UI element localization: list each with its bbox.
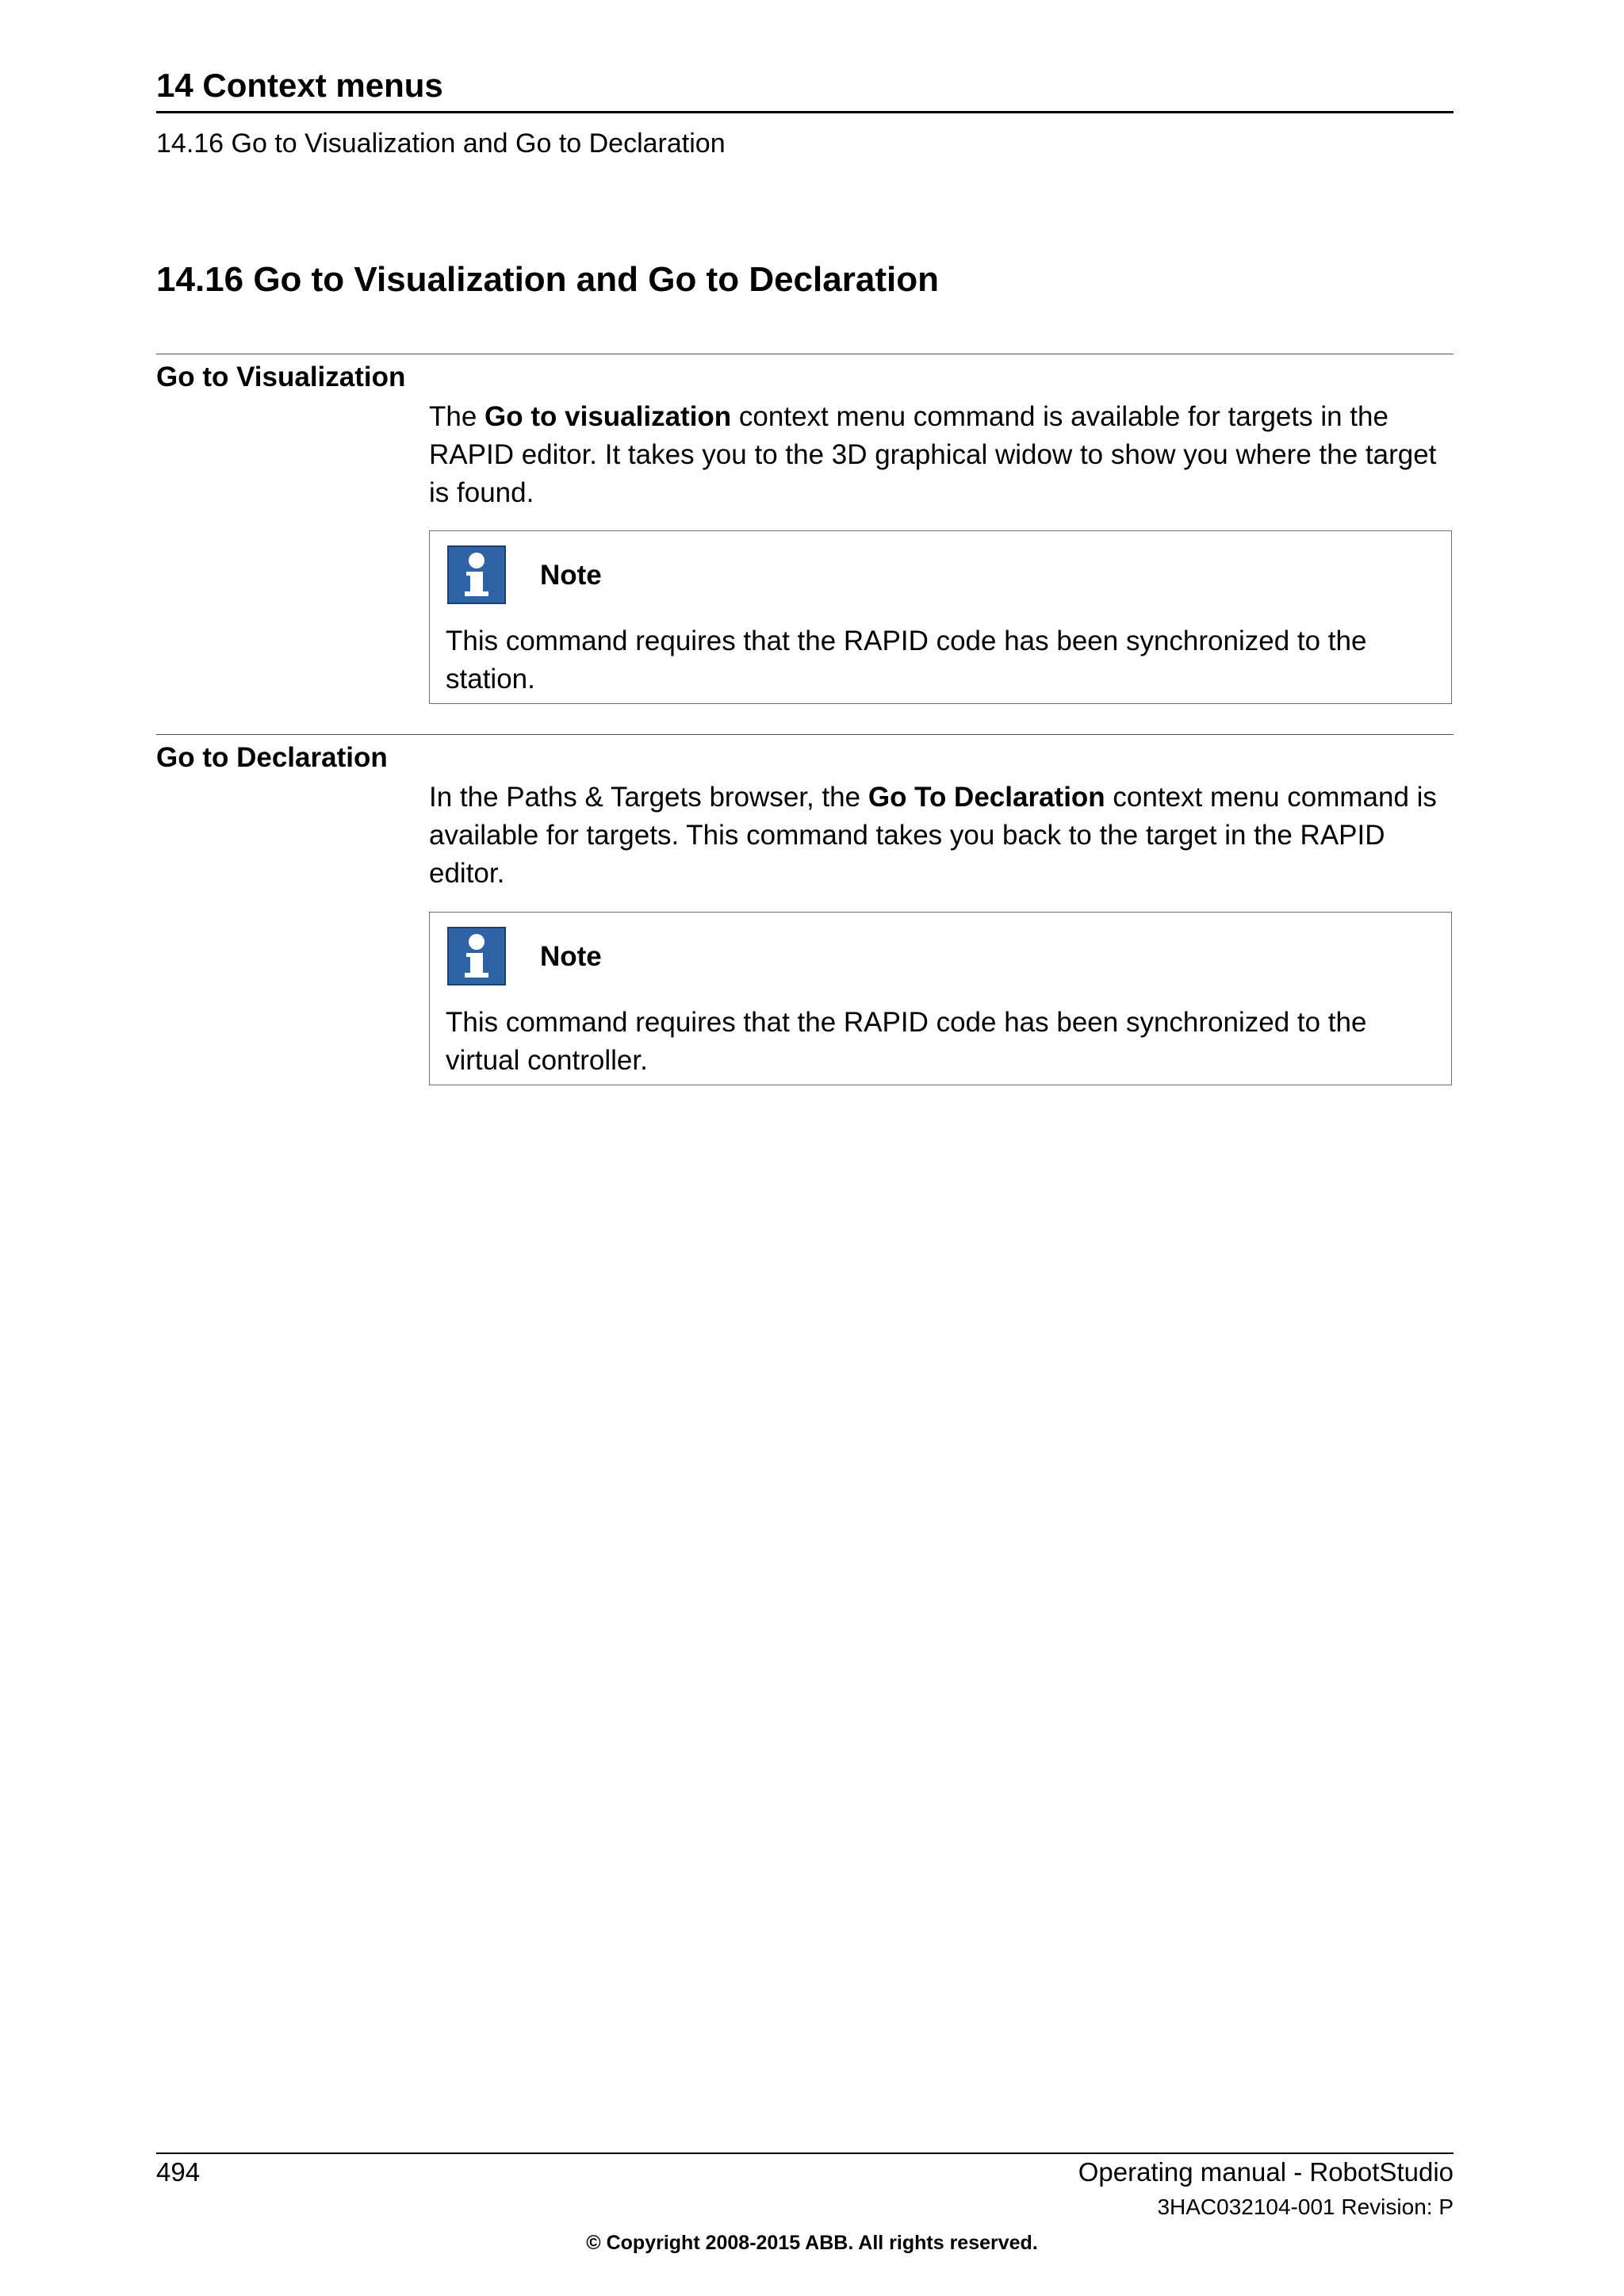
note-label: Note [540, 941, 602, 972]
note-box [429, 530, 1452, 704]
copyright: © Copyright 2008-2015 ABB. All rights reserved. [586, 2232, 1038, 2254]
info-icon [447, 545, 506, 604]
command-name: Go To Declaration [868, 782, 1105, 813]
side-head-go-to-visualization: Go to Visualization [156, 362, 406, 392]
note-text: This command requires that the RAPID code has been synchronized to the station. [446, 626, 1367, 695]
command-name: Go to visualization [485, 401, 732, 432]
para-text: context menu command is available for targets. This command takes you back to the target in the RAPID editor. [429, 782, 1437, 889]
running-head: 14.16 Go to Visualization and Go to Declaration [156, 128, 726, 159]
section-divider [156, 734, 1454, 735]
para-text: context menu command is available for targets in the RAPID editor. It takes you to the 3D graphical widow to show you where the target is found. [429, 401, 1437, 508]
document-id: 3HAC032104-001 Revision: P [1157, 2195, 1454, 2219]
side-head-go-to-declaration: Go to Declaration [156, 742, 388, 773]
info-icon [447, 927, 506, 985]
section-title: 14.16 Go to Visualization and Go to Declaration [156, 260, 939, 299]
footer-rule [156, 2152, 1454, 2154]
note-box [429, 912, 1452, 1085]
paragraph-go-to-visualization [429, 398, 1454, 512]
header-rule [156, 111, 1454, 113]
note-text: This command requires that the RAPID code has been synchronized to the virtual controller. [446, 1007, 1367, 1076]
manual-title: Operating manual - RobotStudio [1078, 2157, 1454, 2187]
para-text: The [429, 401, 485, 432]
chapter-title: 14 Context menus [156, 67, 443, 104]
paragraph-go-to-declaration [429, 779, 1454, 893]
page-number: 494 [156, 2157, 201, 2187]
para-text: In the Paths & Targets browser, the [429, 782, 868, 813]
note-label: Note [540, 560, 602, 591]
